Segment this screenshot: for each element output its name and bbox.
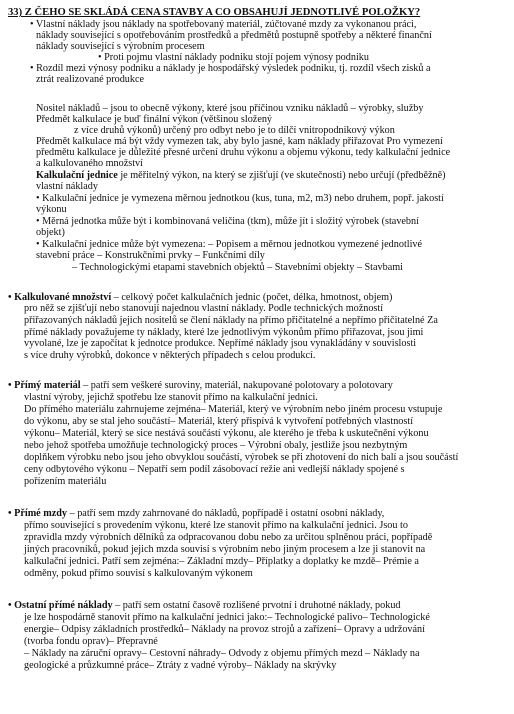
pm-line: výkonu– Materiál, který se sice nestává součástí výkonu, ale kterého je třeba k uskutečnění výkonu	[24, 428, 429, 439]
pm-line: vlastní výroby, jejichž spotřebu lze stanovit přímo na kalkulační jednici.	[24, 392, 318, 403]
opn-line: geologické a průzkumné práce– Ztráty z vadné výroby– Náklady na skrývky	[24, 660, 337, 671]
kalkulovane-mnozstvi-line	[8, 292, 392, 303]
pm-line: do výkonu, aby se stal jeho součástí– Materiál, který přispívá k vytvoření potřebných vlastností	[24, 416, 414, 427]
kalkulovane-mnozstvi-text: – celkový počet kalkulačních jednic (počet, délka, hmotnost, objem)	[111, 292, 393, 303]
nositel-line: Předmět kalkulace má být vždy vymezen tak, aby bylo jasné, kam náklady přiřazovat Pro vymezení	[36, 136, 443, 147]
kj-line: objekt)	[36, 227, 65, 238]
intro-line: • Rozdíl mezi výnosy podniku a náklady je hospodářský výsledek podniku, tj. rozdíl všech zisků a	[30, 63, 431, 74]
opn-line: (tvorba fondu oprav)– Přepravné	[24, 636, 158, 647]
kj-line: – Technologickými etapami stavebních objektů – Stavebními objekty – Stavbami	[72, 262, 403, 273]
kj-line: • Měrná jednotka může být i kombinovaná veličina (tkm), může jít i složitý výrobek (stavební	[36, 216, 419, 227]
kalkulacni-jednice-text: je měřitelný výkon, na který se zjišťují (ve skutečnosti) nebo určují (předběžně)	[117, 170, 446, 181]
opn-line: – Náklady na záruční opravy– Cestovní náhrady– Odvody z objemu přímých mezd – Náklady na	[24, 648, 420, 659]
primy-material-line	[8, 380, 393, 391]
nositel-line: Nositel nákladů – jsou to obecně výkony, které jsou příčinou vzniku nákladů – výrobky, služby	[36, 103, 424, 114]
primy-material-text: – patří sem veškeré suroviny, materiál, nakupované polotovary a polotovary	[80, 380, 393, 391]
kj-line: výkonu	[36, 204, 67, 215]
kalkulacni-jednice-line	[36, 170, 446, 181]
opn-line: je lze hospodárně stanovit přímo na kalkulační jednici jako:– Technologické palivo– Technologické	[24, 612, 430, 623]
pm-line: pořízením materiálu	[24, 476, 107, 487]
primy-material-term: • Přímý materiál	[8, 380, 81, 391]
page-title: 33) Z ČEHO SE SKLÁDÁ CENA STAVBY A CO OBSAHUJÍ JEDNOTLIVÉ POLOŽKY?	[8, 7, 421, 18]
kalkulovane-mnozstvi-term: • Kalkulované množství	[8, 292, 112, 303]
pmz-line: zpravidla mzdy výrobních dělníků za odpracovanou dobu nebo za určitou splněnou práci, popřípadě	[24, 532, 433, 543]
pm-line: nebo jehož spotřeba umožňuje technologický proces – Výrobní obaly, jestliže jsou nezbytným	[24, 440, 408, 451]
km-line: přiřazovaných nákladů jejich nositelů se člení náklady na přímo přičitatelné a nepřímo přičitatelné Za	[24, 315, 438, 326]
prime-mzdy-term: • Přímé mzdy	[8, 508, 68, 519]
ostatni-prime-naklady-term: • Ostatní přímé náklady	[8, 600, 113, 611]
ostatni-prime-naklady-text: – patří sem ostatní časově rozlišené prvotní i druhotné náklady, pokud	[112, 600, 401, 611]
nositel-line: z více druhů výkonů) určený pro odbyt nebo je to dílčí vnitropodnikový výkon	[74, 125, 395, 136]
km-line: vyvolané, lze je započítat k jednotce produkce. Nepřímé náklady jsou vynakládány v souvislosti	[24, 338, 417, 349]
kj-line: vlastní náklady	[36, 181, 98, 192]
pm-line: ceny odbytového výkonu – Nepatří sem podíl zásobovací režie ani vedlejší náklady spojené s	[24, 464, 405, 475]
km-line: pro něž se zjišťují nebo stanovují najednou vlastní náklady. Podle technických možností	[24, 303, 384, 314]
intro-line: ztrát realizované produkce	[36, 74, 145, 85]
pmz-line: odměny, pokud přímo souvisí s kalkulovaným výkonem	[24, 568, 253, 579]
pmz-line: jiných pracovníků, pokud jejich mzda souvisí s výrobním nebo jiným procesem a lze ji stanovit na	[24, 544, 426, 555]
pm-line: Do přímého materiálu zahrnujeme zejména– Materiál, který ve výrobním nebo jiném procesu vstupuje	[24, 404, 443, 415]
pmz-line: přímo související s provedením výkonu, které lze stanovit přímo na kalkulační jednici. Jsou to	[24, 520, 408, 531]
intro-line: • Proti pojmu vlastní náklady podniku stojí pojem výnosy podniku	[98, 52, 369, 63]
intro-line: • Vlastní náklady jsou náklady na spotřebovaný materiál, zúčtované mzdy za vykonanou práci,	[30, 19, 417, 30]
prime-mzdy-text: – patří sem mzdy zahrnované do nákladů, popřípadě i ostatní osobní náklady,	[67, 508, 385, 519]
opn-line: energie– Odpisy základních prostředků– Náklady na provoz strojů a zařízení– Opravy a udržování	[24, 624, 425, 635]
nositel-line: předmětu kalkulace je důležité přesné určení druhu výkonu a objemu výkonu, tedy kalkulační jednice	[36, 147, 451, 158]
kj-line: stavební práce – Konstrukčními prvky – Funkčními díly	[36, 250, 265, 261]
intro-line: náklady související s výrobním procesem	[36, 41, 205, 52]
nositel-line: Předmět kalkulace je buď finální výkon (většinou složený	[36, 114, 273, 125]
intro-line: náklady související s opotřebováním prostředků a předmětů postupně spotřeby a některé finanční	[36, 30, 432, 41]
km-line: přímé náklady považujeme ty náklady, které lze jednotlivým výkonům přímo přiřazovat, jsou jimi	[24, 327, 424, 338]
kalkulacni-jednice-term: Kalkulační jednice	[36, 170, 118, 181]
nositel-line: a kalkulovaného množství	[36, 158, 143, 169]
kj-line: • Kalkulační jednice může být vymezena: – Popisem a měrnou jednotkou vymezené jednotlivé	[36, 239, 423, 250]
ostatni-prime-naklady-line	[8, 600, 401, 611]
km-line: s více druhy výrobků, dokonce v některých případech s celou produkcí.	[24, 350, 316, 361]
pm-line: doplňkem výrobku nebo jsou jeho obvyklou součástí, výrobek se při zhotovení do nich balí a jsou součástí	[24, 452, 459, 463]
kj-line: • Kalkulační jednice je vymezena měrnou jednotkou (kus, tuna, m2, m3) nebo druhem, popř. jakostí	[36, 193, 444, 204]
prime-mzdy-line	[8, 508, 384, 519]
pmz-line: kalkulační jednici. Patří sem zejména:– Základní mzdy– Příplatky a doplatky ke mzdě– Prémie a	[24, 556, 419, 567]
